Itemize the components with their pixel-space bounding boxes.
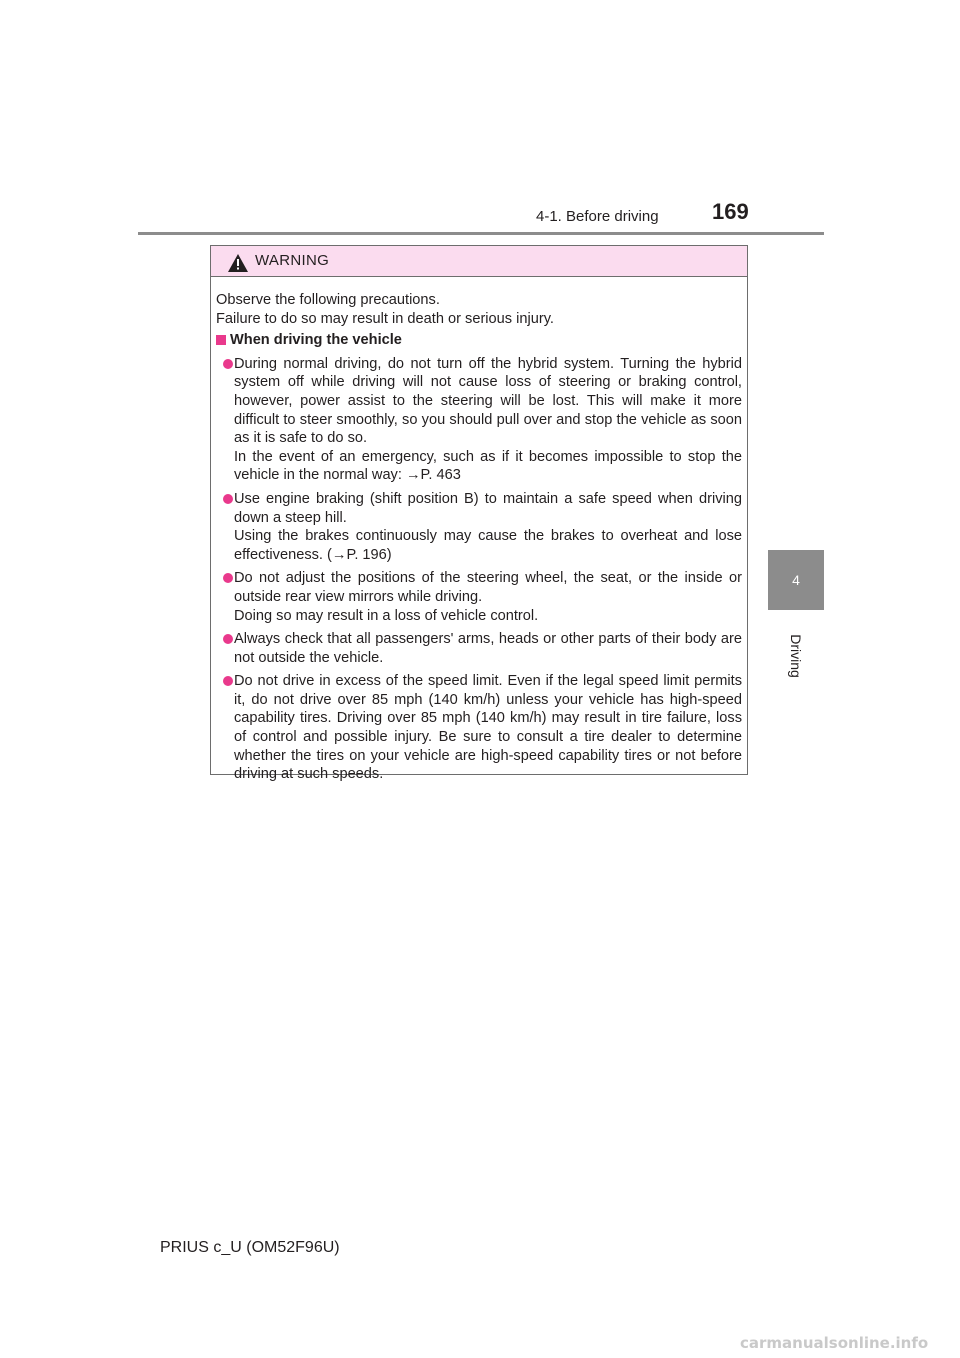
bullet-paragraph: Do not adjust the positions of the steering wheel, the seat, or the inside or outside rear view mirrors while driving. [234, 570, 742, 605]
circle-bullet-icon [223, 494, 233, 504]
bullet-paragraph: Using the brakes continuously may cause the brakes to overheat and lose effectiveness. (→P. 196) [234, 528, 742, 563]
warning-box [210, 245, 748, 783]
bullet-paragraph: Do not drive in excess of the speed limit. Even if the legal speed limit permits it, do not drive over 85 mph (140 km/h) unless your vehicle has high-speed capability tires. Driving over 85 mph (140 km/h) may result in tire failure, loss of control and possible injury. Be sure to consult a tire dealer to determine whether the tires on your vehicle are high-speed capability tires or not before driving at such speeds. [234, 673, 742, 783]
subheading-text: When driving the vehicle [230, 332, 402, 349]
watermark: carmanualsonline.info [740, 1334, 929, 1352]
header-section-title: 4-1. Before driving [536, 208, 659, 225]
list-item [216, 672, 742, 784]
intro-line: Failure to do so may result in death or serious injury. [216, 310, 554, 327]
circle-bullet-icon [223, 676, 233, 686]
warning-bullet-list [216, 355, 742, 784]
circle-bullet-icon [223, 359, 233, 369]
bullet-paragraph: Doing so may result in a loss of vehicle control. [234, 607, 539, 624]
warning-body [211, 277, 747, 784]
warning-title: WARNING [255, 252, 330, 269]
intro-line: Observe the following precautions. [216, 292, 440, 308]
circle-bullet-icon [223, 634, 233, 644]
bullet-paragraph: Always check that all passengers' arms, heads or other parts of their body are not outside the vehicle. [234, 631, 742, 666]
square-bullet-icon [216, 335, 226, 345]
header-divider [138, 232, 824, 235]
footer-model-code: PRIUS c_U (OM52F96U) [160, 1239, 340, 1256]
warning-header [211, 246, 747, 277]
warning-intro [216, 291, 742, 328]
page-number: 169 [712, 199, 749, 224]
list-item [216, 569, 742, 625]
chapter-label: Driving [788, 634, 804, 678]
circle-bullet-icon [223, 573, 233, 583]
bullet-paragraph: During normal driving, do not turn off the hybrid system. Turning the hybrid system off while driving will not cause loss of steering or braking control, however, power assist to the steering will be lost. This will make it more difficult to steer smoothly, so you should pull over and stop the vehicle as soon as it is safe to do so. [234, 355, 742, 447]
warning-subheading [216, 331, 742, 350]
bullet-paragraph: In the event of an emergency, such as if it becomes impossible to stop the vehicle in the normal way: →P. 463 [234, 448, 742, 484]
list-item [216, 630, 742, 667]
list-item [216, 490, 742, 564]
list-item [216, 355, 742, 485]
chapter-tab: 4 [768, 550, 824, 610]
warning-triangle-icon [228, 254, 248, 272]
bullet-paragraph: Use engine braking (shift position B) to maintain a safe speed when driving down a steep hill. [234, 490, 742, 526]
